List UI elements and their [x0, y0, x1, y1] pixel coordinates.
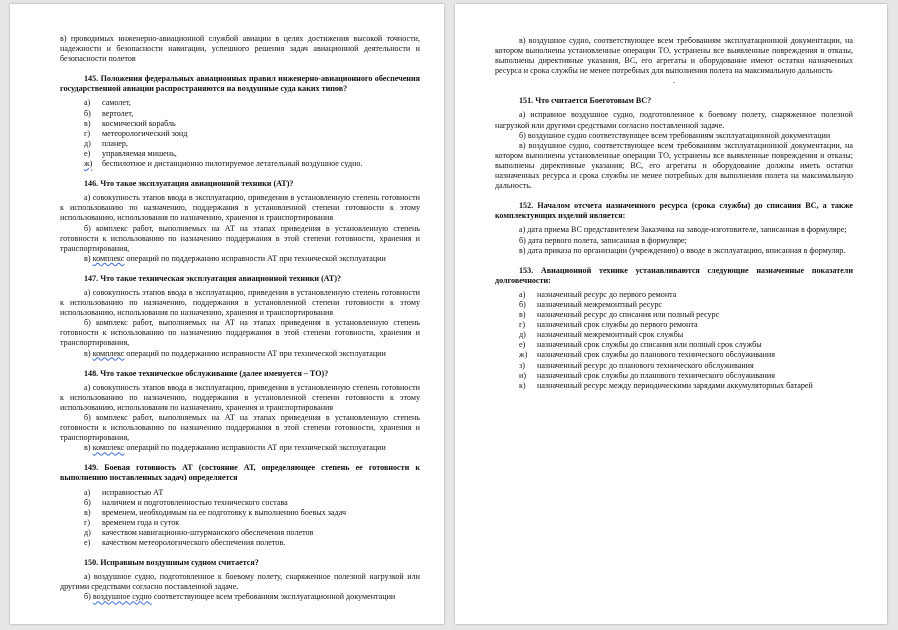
question-152-answer-c: в) дата приказа по организации (учреждению) о вводе в эксплуатацию, вписанная в формуляр. [519, 245, 846, 255]
option-item: в) космический корабль [84, 118, 176, 128]
option-item: е) качеством метеорологического обеспечения полетов. [84, 538, 286, 548]
option-item: к) назначенный ресурс между периодическими зарядами аккумуляторных батарей [519, 380, 813, 390]
question-151-answer-a: а) исправное воздушное судно, подготовленное к боевому полету, снаряженное полезной нагрузкой или другими средствами согласно поставленной задаче. [495, 110, 853, 130]
option-item: д) качеством навигационно-штурманского обеспечения полетов [84, 527, 314, 537]
question-150-answer-a: а) воздушное судно, подготовленное к боевому полету, снаряженное полезной нагрузкой или другими средствами согласно поставленной задаче. [60, 572, 420, 592]
option-item: а) исправностью АТ [84, 487, 164, 497]
option-item: а) назначенный ресурс до первого ремонта [519, 289, 677, 299]
document-page-left [10, 4, 444, 624]
question-152-title: 152. Началом отсчета назначенного ресурса (срока службы) до списания ВС, а также комплектующих изделий является: [495, 201, 853, 221]
option-item: а) самолет, [84, 98, 131, 108]
question-148-answer-c: в) комплекс операций по поддержанию исправности АТ при технической эксплуатации [84, 443, 386, 453]
question-150-title: 150. Исправным воздушным судном считается? [84, 558, 259, 568]
question-148-answer-b: б) комплекс работ, выполняемых на АТ на этапах приведения в установленную степень готовности к использованию по назначению поддержания в этой степени готовности, хранения и транспортирования, [60, 413, 420, 443]
intro-paragraph: в) проводимых инженерно-авиационной службой авиации в целях достижения высокой точности, надежности и безопасности навигации, успешного решения задач авиационной деятельности и безопасности полетов [60, 34, 420, 64]
document-page-right [455, 4, 887, 624]
question-153-options [495, 290, 853, 391]
question-151-answer-b: б) воздушное судно соответствующее всем требованиям эксплуатационной документации [519, 130, 831, 140]
question-146-answer-a: а) совокупность этапов ввода в эксплуатацию, приведения в установленную степень готовности к использованию по назначению, поддержания в установленной степени готовности к этому использованию, использования по назначению, хранения и транспортирования [60, 193, 420, 223]
question-149-title: 149. Боевая готовность АТ (состояние АТ, определяющее степень ее готовности к выполнению поставленных задач) определяется [60, 463, 420, 483]
question-153-title: 153. Авиационной технике устанавливаются следующие назначенные показатели долговечности: [495, 265, 853, 285]
question-152-answer-a: а) дата приема ВС представителем Заказчика на заводе-изготовителе, записанная в формуляре; [519, 225, 847, 235]
question-152-answer-b: б) дата первого полета, записанная в формуляре; [519, 235, 687, 245]
option-item: ж) назначенный срок службы до планового технического обслуживания [519, 350, 775, 360]
option-item: з) назначенный ресурс до планового технического обслуживания [519, 360, 754, 370]
option-item: г) назначенный срок службы до первого ремонта [519, 320, 698, 330]
option-item: д) назначенный межремонтный срок службы [519, 330, 684, 340]
page-left-content [60, 34, 420, 603]
question-145-title: 145. Положения федеральных авиационных правил инженерно-авиационного обеспечения государственной авиации распространяются на воздушные суда каких типов? [60, 74, 420, 94]
question-150-answer-b: б) воздушное судно соответствующее всем требованиям эксплуатационной документации [84, 592, 396, 602]
option-item: е) управляемая мишень, [84, 148, 177, 158]
question-147-title: 147. Что такое техническая эксплуатация авиационной техники (АТ)? [84, 273, 342, 283]
question-148-title: 148. Что такое техническое обслуживание (далее именуется – ТО)? [84, 368, 329, 378]
option-item: в) временем, необходимым на ее подготовку к выполнению боевых задач [84, 507, 347, 517]
question-147-answer-b: б) комплекс работ, выполняемых на АТ на этапах приведения в установленную степень готовности к использованию по назначению поддержания в этой степени готовности, хранения и транспортирования, [60, 318, 420, 348]
question-149-options [60, 488, 420, 549]
question-145-options [60, 98, 420, 169]
option-item: в) назначенный ресурс до списания или полный ресурс [519, 310, 720, 320]
option-item: б) вертолет, [84, 108, 134, 118]
question-147-answer-c: в) комплекс операций по поддержанию исправности АТ при технической эксплуатации [84, 348, 386, 358]
question-151-title: 151. Что считается Боеготовым ВС? [519, 96, 652, 106]
question-150-answer-c: в) воздушное судно, соответствующее всем требованиям эксплуатационной документации, на котором выполнены установленные операции ТО, устранены все выявленные повреждения и отказы, выполнены директивные указания, ВС, его агрегаты и оборудование имеют остатки назначенных ресурса и срока службы не менее потребных для выполнения полета на максимальную дальность [495, 36, 853, 76]
question-146-title: 146. Что такое эксплуатация авиационной техники (АТ)? [84, 179, 294, 189]
option-item: е) назначенный срок службы до списания или полный срок службы [519, 340, 762, 350]
option-item: г) временем года и суток [84, 517, 180, 527]
page-right-content [495, 36, 853, 391]
question-146-answer-c: в) комплекс операций по поддержанию исправности АТ при технической эксплуатации [84, 253, 386, 263]
question-151-answer-c: в) воздушное судно, соответствующее всем требованиям эксплуатационной документации, на котором выполнены установленные операции ТО, устранены все выявленные повреждения и отказы; выполнены директивные указания; ВС, его агрегаты и оборудование должны иметь остатки назначенных ресурса и срока службы не менее потребных для выполнения полета на максимальную дальность. [495, 140, 853, 191]
option-item: и) назначенный срок службы до планового технического обслуживания [519, 370, 775, 380]
question-147-answer-a: а) совокупность этапов ввода в эксплуатацию, приведения в установленную степень готовности к использованию по назначению, поддержания в установленной степени готовности к этому использованию, использования по назначению, хранения и транспортирования [60, 287, 420, 318]
option-item: ж) беспилотное и дистанционно пилотируемое летательный воздушное судно. [84, 159, 363, 169]
option-item: б) наличием и подготовленностью технического состава [84, 497, 288, 507]
option-item: г) метеорологический зонд [84, 128, 188, 138]
question-148-answer-a: а) совокупность этапов ввода в эксплуатацию, приведения в установленную степень готовности к использованию по назначению, поддержания в установленной степени готовности к этому использованию, использования по назначению, хранения и транспортирования [60, 382, 420, 412]
option-item: д) планер, [84, 138, 128, 148]
question-146-answer-b: б) комплекс работ, выполняемых на АТ на этапах приведения в установленную степень готовности к использованию по назначению поддержания в этой степени готовности, хранения и транспортирования, [60, 223, 420, 253]
option-item: б) назначенный межремонтный ресурс [519, 299, 662, 309]
stray-dot: . [672, 76, 676, 86]
